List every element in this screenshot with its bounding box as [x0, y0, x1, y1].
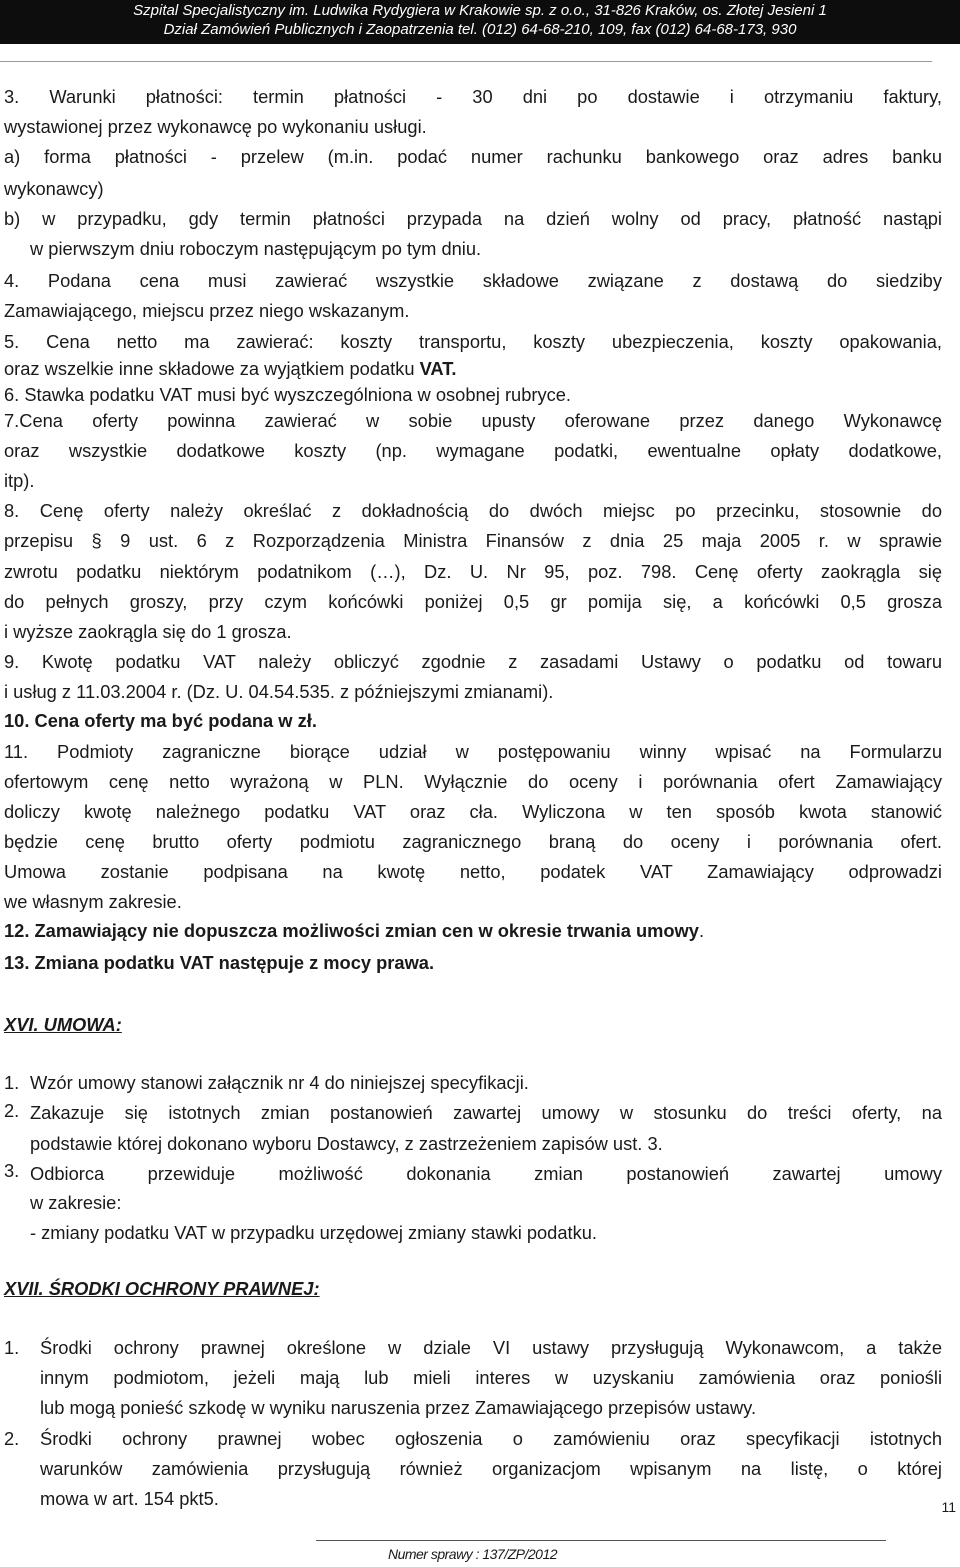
list-number: 3.	[4, 1160, 20, 1181]
text-line: ofertowym cenę netto wyrażoną w PLN. Wyłącznie do oceny i porównania ofert Zamawiający	[4, 771, 942, 792]
text-line: 6. Stawka podatku VAT musi być wyszczególniona w osobnej rubryce.	[4, 384, 571, 405]
header-address: Szpital Specjalistyczny im. Ludwika Rydygiera w Krakowie sp. z o.o., 31-826 Kraków, os. Złotej Jesieni 1	[133, 2, 827, 19]
text-line: i usług z 11.03.2004 r. (Dz. U. 04.54.535. z późniejszymi zmianami).	[4, 681, 554, 702]
header-contact: Dział Zamówień Publicznych i Zaopatrzenia tel. (012) 64-68-210, 109, fax (012) 64-68-173, 930	[163, 21, 797, 38]
list-item-text: w zakresie:	[30, 1192, 122, 1213]
section-heading: XVI. UMOWA:	[4, 1014, 122, 1035]
list-number: 2.	[4, 1428, 20, 1449]
text-line: 11. Podmioty zagraniczne biorące udział w postępowaniu winny wpisać na Formularzu	[4, 741, 942, 762]
list-number: 1.	[4, 1337, 20, 1358]
header-divider	[0, 61, 932, 62]
document-header	[0, 0, 960, 44]
footer-divider	[316, 1540, 886, 1541]
list-item-text: Środki ochrony prawnej określone w dziale VI ustawy przysługują Wykonawcom, a także	[40, 1337, 942, 1358]
list-item-text: mowa w art. 154 pkt5.	[40, 1488, 219, 1509]
case-number: Numer sprawy : 137/ZP/2012	[387, 1546, 558, 1562]
text-line: w pierwszym dniu roboczym następującym po tym dniu.	[30, 238, 482, 259]
text-line: b) w przypadku, gdy termin płatności przypada na dzień wolny od pracy, płatność nastąpi	[4, 208, 942, 229]
list-item-text: Zakazuje się istotnych zmian postanowień zawartej umowy w stosunku do treści oferty, na	[30, 1102, 942, 1123]
list-item-text: Wzór umowy stanowi załącznik nr 4 do niniejszej specyfikacji.	[30, 1072, 529, 1093]
text-span: oraz wszelkie inne składowe za wyjątkiem podatku	[4, 358, 420, 379]
text-line: 3. Warunki płatności: termin płatności - 30 dni po dostawie i otrzymaniu faktury,	[4, 86, 942, 107]
text-line: i wyższe zaokrągla się do 1 grosza.	[4, 621, 292, 642]
page-number: 11	[941, 1499, 956, 1515]
list-item-text: innym podmiotom, jeżeli mają lub mieli interes w uzyskaniu zamówienia oraz poniośli	[40, 1367, 942, 1388]
text-line: 9. Kwotę podatku VAT należy obliczyć zgodnie z zasadami Ustawy o podatku od towaru	[4, 651, 942, 672]
text-line: 4. Podana cena musi zawierać wszystkie składowe związane z dostawą do siedziby	[4, 270, 942, 291]
text-line: itp).	[4, 470, 35, 491]
list-item-text: lub mogą ponieść szkodę w wyniku naruszenia przez Zamawiającego przepisów ustawy.	[40, 1397, 757, 1418]
text-line-bold: 13. Zmiana podatku VAT następuje z mocy prawa.	[4, 952, 435, 973]
text-line: wystawionej przez wykonawcę po wykonaniu usługi.	[4, 116, 427, 137]
section-heading: XVII. ŚRODKI OCHRONY PRAWNEJ:	[4, 1278, 320, 1299]
list-item-text: podstawie której dokonano wyboru Dostawcy, z zastrzeżeniem zapisów ust. 3.	[30, 1133, 663, 1154]
list-item-text: warunków zamówienia przysługują również organizacjom wpisanym na listę, o której	[40, 1458, 942, 1479]
text-line: Umowa zostanie podpisana na kwotę netto, podatek VAT Zamawiający odprowadzi	[4, 861, 942, 882]
text-line: zwrotu podatku niektórym podatnikom (…), Dz. U. Nr 95, poz. 798. Cenę oferty zaokrągla się	[4, 561, 942, 582]
text-line: będzie cenę brutto oferty podmiotu zagranicznego braną do oceny i porównania ofert.	[4, 831, 942, 852]
list-item-text: Środki ochrony prawnej wobec ogłoszenia o zamówieniu oraz specyfikacji istotnych	[40, 1428, 942, 1449]
text-line: doliczy kwotę należnego podatku VAT oraz cła. Wyliczona w ten sposób kwota stanowić	[4, 801, 942, 822]
text-line: wykonawcy)	[4, 178, 104, 199]
text-line: do pełnych groszy, przy czym końcówki poniżej 0,5 gr pomija się, a końcówki 0,5 grosza	[4, 591, 942, 612]
text-line: 5. Cena netto ma zawierać: koszty transportu, koszty ubezpieczenia, koszty opakowania,	[4, 331, 942, 352]
list-item-text: - zmiany podatku VAT w przypadku urzędowej zmiany stawki podatku.	[30, 1222, 597, 1243]
text-line: 7.Cena oferty powinna zawierać w sobie upusty oferowane przez danego Wykonawcę	[4, 410, 942, 431]
text-span-bold: 12. Zamawiający nie dopuszcza możliwości zmian cen w okresie trwania umowy	[4, 920, 699, 941]
text-line: oraz wszystkie dodatkowe koszty (np. wymagane podatki, ewentualne opłaty dodatkowe,	[4, 440, 942, 461]
text-span: .	[698, 920, 705, 941]
text-line	[4, 920, 942, 942]
text-span-bold: VAT.	[419, 358, 457, 379]
text-line	[4, 358, 942, 380]
text-line: Zamawiającego, miejscu przez niego wskazanym.	[4, 300, 410, 321]
text-line: we własnym zakresie.	[4, 891, 182, 912]
text-line: a) forma płatności - przelew (m.in. podać numer rachunku bankowego oraz adres banku	[4, 146, 942, 167]
list-item-text: Odbiorca przewiduje możliwość dokonania zmian postanowień zawartej umowy	[30, 1163, 942, 1184]
text-line: przepisu § 9 ust. 6 z Rozporządzenia Ministra Finansów z dnia 25 maja 2005 r. w sprawie	[4, 530, 942, 551]
text-line-bold: 10. Cena oferty ma być podana w zł.	[4, 710, 317, 731]
list-number: 2.	[4, 1100, 20, 1121]
text-line: 8. Cenę oferty należy określać z dokładnością do dwóch miejsc po przecinku, stosownie do	[4, 500, 942, 521]
list-number: 1.	[4, 1072, 20, 1093]
